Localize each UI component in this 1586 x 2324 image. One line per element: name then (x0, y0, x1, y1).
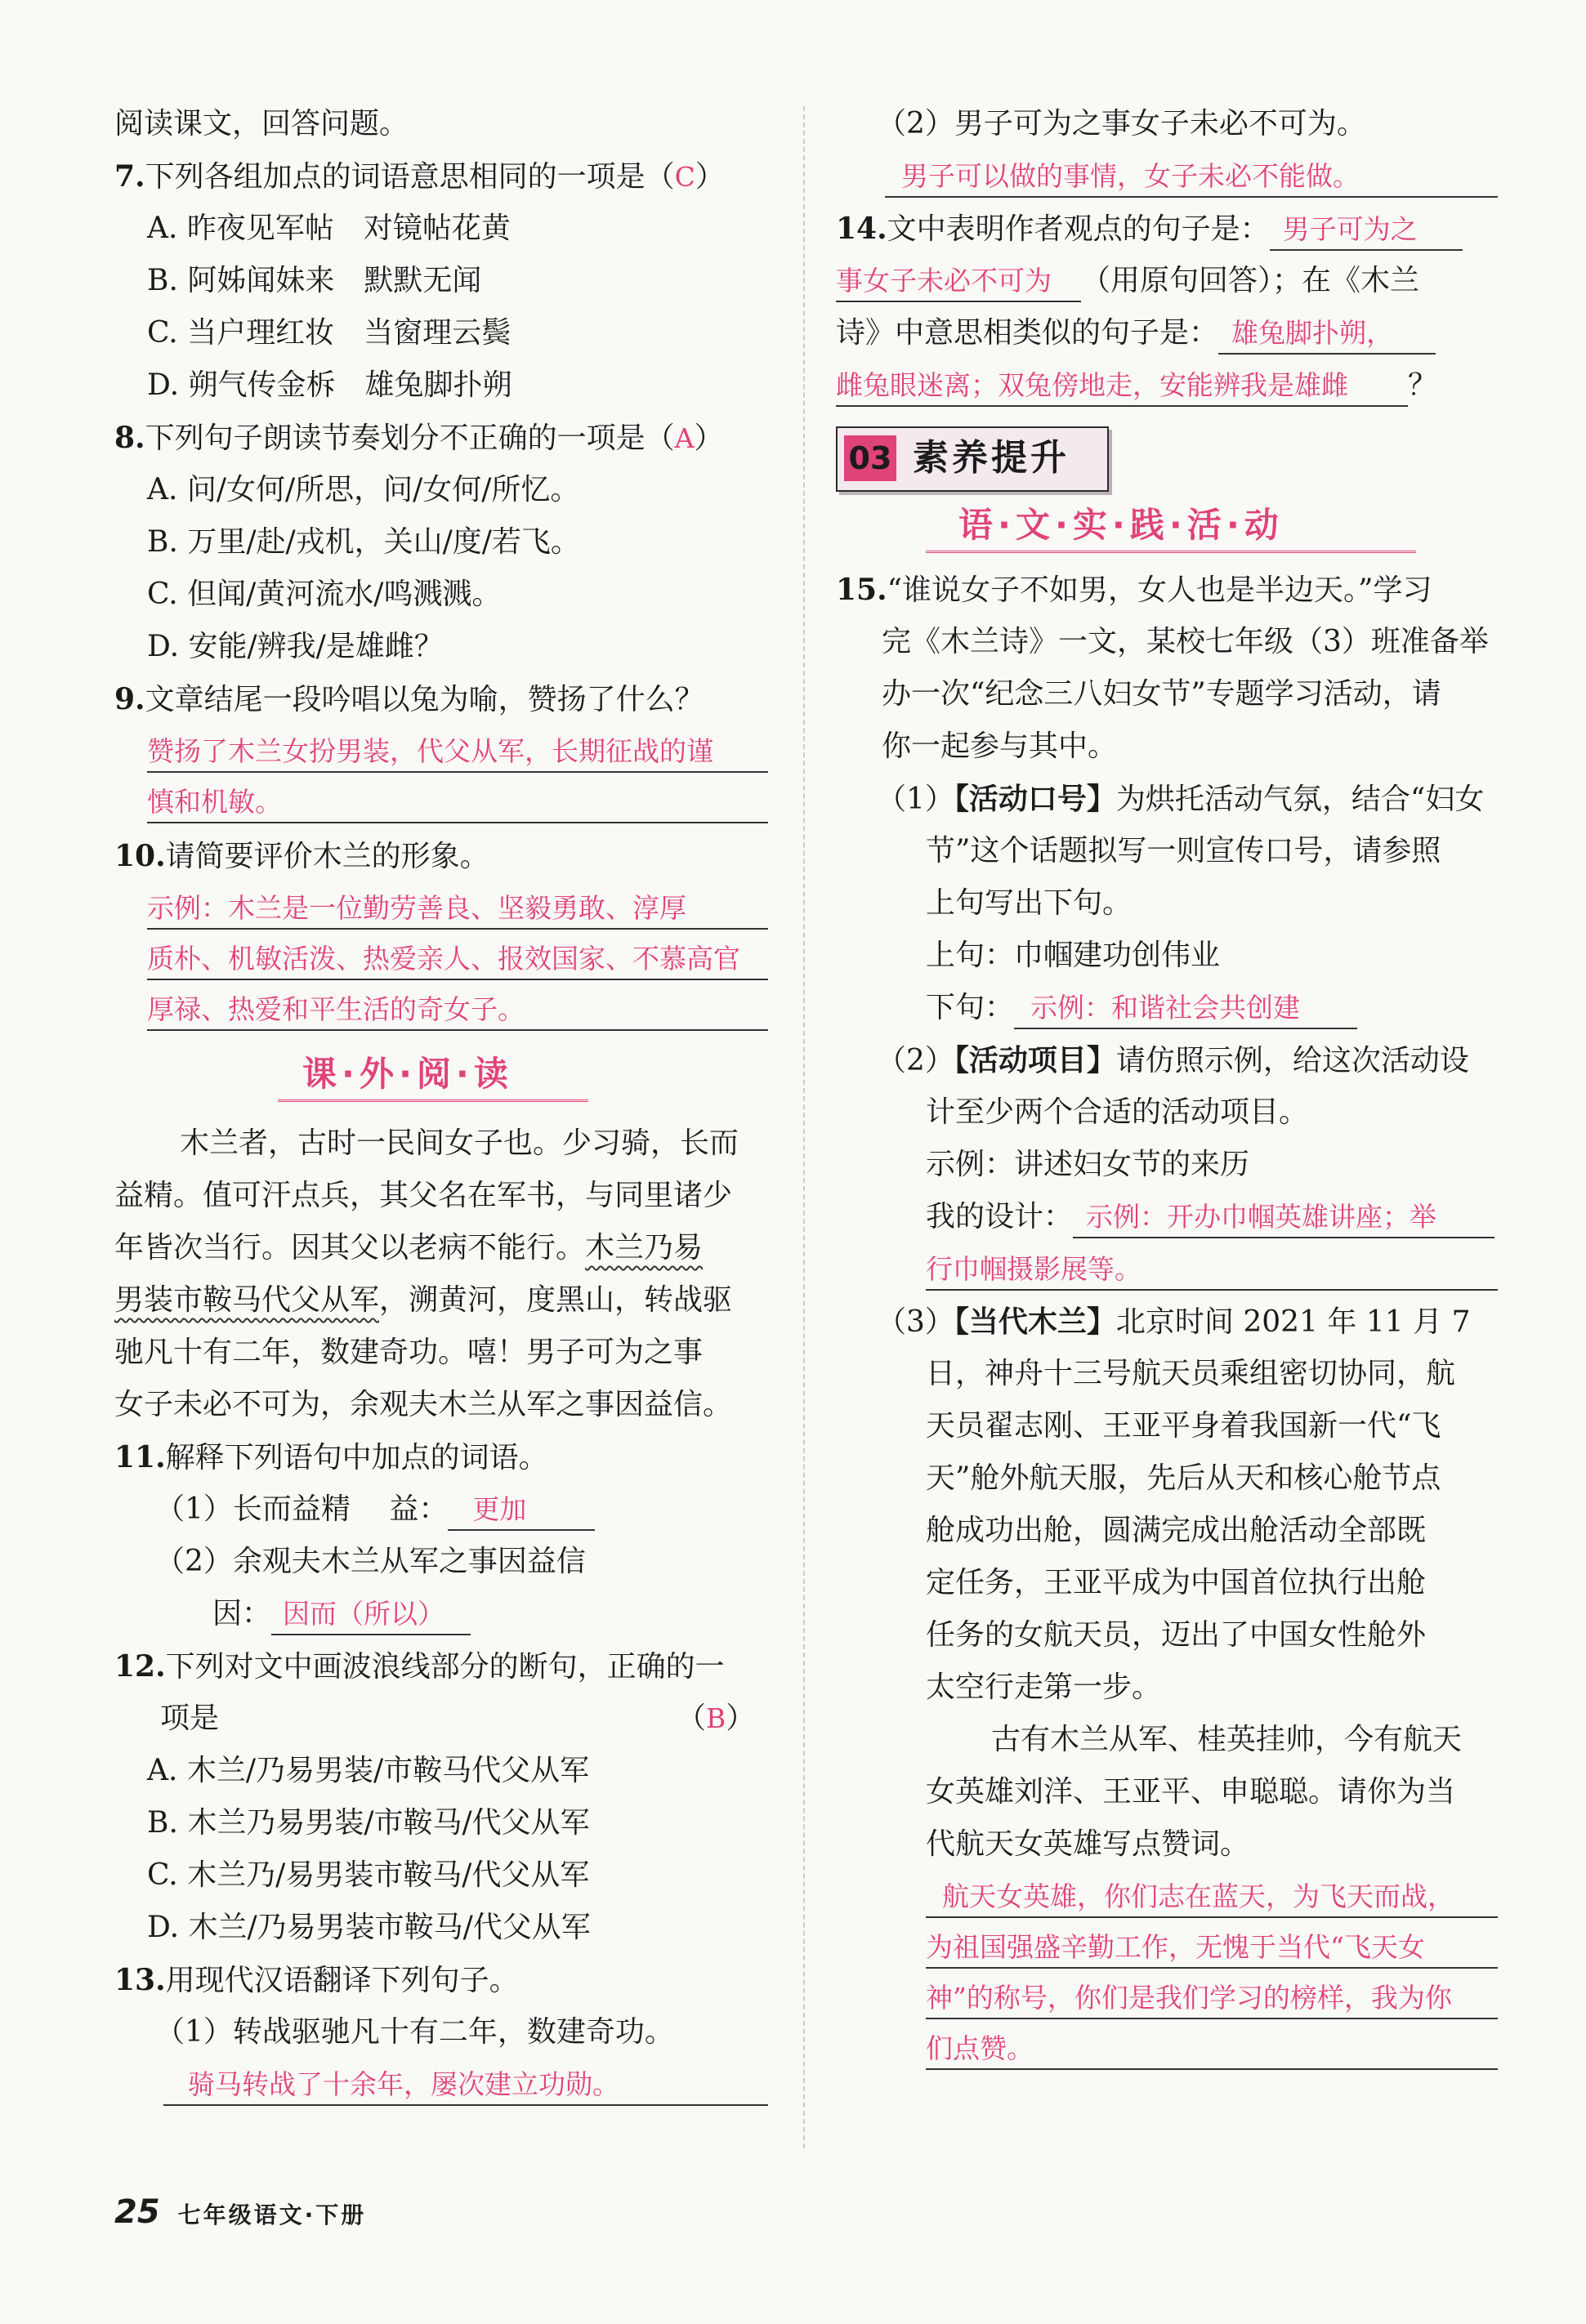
section-badge-03 (836, 426, 1109, 492)
slogan-lower: 下句： 示例：和谐社会共创建 (926, 988, 1357, 1029)
answer-15-3-line4: 们点赞。 (926, 2032, 1034, 2064)
answer-10-line2: 质朴、机敏活泼、热爱亲人、报效国家、不慕高官 (147, 943, 740, 975)
q7-option-a: A. 昨夜见军帖 对镜帖花黄 (147, 212, 511, 245)
q12-option-a: A. 木兰/乃易男装/市鞍马代父从军 (147, 1754, 590, 1787)
q15-line-4: 你一起参与其中。 (882, 729, 1118, 763)
answer-13-1: 骑马转战了十余年，屡次建立功勋。 (188, 2068, 619, 2100)
section-title-extracurricular: 课·外·阅·读 (302, 1054, 513, 1094)
q13-item-1: （1）转战驱驰凡十有二年，数建奇功。 (155, 2015, 674, 2049)
q8-option-d: D. 安能/辨我/是雄雌？ (147, 630, 444, 663)
passage-line-3: 年皆次当行。因其父以老病不能行。木兰乃易 (114, 1231, 704, 1265)
question-14-line2: 事女子未必不可为 （用原句回答）；在《木兰 (836, 261, 1419, 302)
q15-part1: （1）【活动口号】为烘托活动气氛，结合“妇女 (877, 782, 1485, 816)
answer-15-3-line1: 航天女英雄，你们志在蓝天，为飞天而战， (942, 1880, 1454, 1912)
answer-12: （B） (677, 1702, 756, 1735)
answer-15-3-line3: 神”的称号，你们是我们学习的榜样，我为你 (926, 1982, 1452, 2014)
q7-option-b: B. 阿姊闻妹来 默默无闻 (147, 264, 482, 297)
question-9: 9.文章结尾一段吟唱以兔为喻，赞扬了什么？ (114, 682, 704, 716)
q12-option-b: B. 木兰乃易男装/市鞍马/代父从军 (147, 1806, 590, 1840)
answer-15-2-line2: 行巾帼摄影展等。 (926, 1253, 1141, 1285)
passage-line-2: 益精。值可汗点兵，其父名在军书，与同里诸少 (114, 1179, 733, 1212)
slogan-upper: 上句：巾帼建功创伟业 (926, 939, 1221, 972)
answer-7: C (674, 161, 695, 193)
answer-8: A (674, 422, 695, 454)
badge-title: 素养提升 (913, 437, 1070, 479)
q7-option-d: D. 朔气传金柝 雄兔脚扑朔 (147, 368, 512, 402)
q8-option-b: B. 万里/赴/戎机，关山/度/若飞。 (147, 525, 580, 559)
answer-15-3-line2: 为祖国强盛辛勤工作，无愧于当代“飞天女 (926, 1931, 1425, 1963)
passage-line-5: 驰凡十有二年，数建奇功。嘻！男子可为之事 (114, 1336, 704, 1369)
q7-option-c: C. 当户理红妆 当窗理云鬓 (147, 316, 512, 350)
q11-item-2: （2）余观夫木兰从军之事因益信 (155, 1545, 586, 1578)
section-title-practice: 语·文·实·践·活·动 (958, 505, 1284, 545)
question-11: 11.解释下列语句中加点的词语。 (114, 1440, 548, 1474)
q15-part2: （2）【活动项目】请仿照示例，给这次活动设 (877, 1043, 1469, 1077)
workbook-page: 阅读课文，回答问题。 7.下列各组加点的词语意思相同的一项是（C） A. 昨夜见军帖 对镜帖花黄 B. 阿姊闻妹来 默默无闻 C. 当户理红妆 当窗理云鬓 D. 朔气传金柝 雄兔脚扑朔 8.下列句子朗读节奏划分不正确的一项是（A） A. 问/女何/所思，问/女何/所忆。 B. 万里/赴/戎机，关山/度/若飞。 C. 但闻/黄河流水/鸣溅溅。 D. 安能/辨我/是雄雌？ 9.文章结尾一段吟唱以兔为喻，赞扬了什么？ 赞扬了木兰女扮男装，代父从军，长期征战的谨 慎和机敏。 10.请简要评价木兰的形象。 示例：木兰是一位勤劳善良、坚毅勇敢、淳厚 质朴、机敏活泼、热爱亲人、报效国家、不慕高官 厚禄、热爱和平生活的奇女子。 课·外·阅·读 木兰者，古时一民间女子也。少习骑，长而 益精。值可汗点兵，其父名在军书，与同里诸少 年皆次当行。因其父以老病不能行。木兰乃易 男装市鞍马代父从军，溯黄河，度黑山，转战驱 驰凡十有二年，数建奇功。嘻！男子可为之事 女子未必不可为，余观夫木兰从军之事因益信。 11.解释下列语句中加点的词语。 （1）长而益精 益： 更加 （2）余观夫木兰从军之事因益信 因： 因而（所以） 12.下列对文中画波浪线部分的断句，正确的一 项是 （B） A. 木兰/乃易男装/市鞍马代父从军 B. 木兰乃易男装/市鞍马/代父从军 C. 木兰乃/易男装市鞍马/代父从军 D. 木兰/乃易男装市鞍马/代父从军 13.用现代汉语翻译下列句子。 （1）转战驱驰凡十有二年，数建奇功。 骑马转战了十余年，屡次建立功勋。 （2）男子可为之事女子未必不可为。 男子可以做的事情，女子未必不能做。 14.文中表明作者观点的句子是： 男子可为之 事女子未必不可为 （用原句回答）；在《木兰 诗》中意思相类似的句子是： 雄兔脚扑朔， 雌兔眼迷离；双兔傍地走，安能辨我是雄雌 ？ 03 素养提升 语·文·实·践·活·动 15.“谁说女子不如男，女人也是半边天。”学习 完《木兰诗》一文，某校七年级（3）班准备举 办一次“纪念三八妇女节”专题学习活动，请 你一起参与其中。 （1）【活动口号】为烘托活动气氛，结合“妇女 节”这个话题拟写一则宣传口号，请参照 上句写出下句。 上句：巾帼建功创伟业 下句： 示例：和谐社会共创建 （2）【活动项目】请仿照示例，给这次活动设 计至少两个合适的活动项目。 示例：讲述妇女节的来历 我的设计： 示例：开办巾帼英雄讲座；举 行巾帼摄影展等。 （3）【当代木兰】北京时间 2021 年 11 月 7 日，神舟十三号航天员乘组密切协同，航 天员翟志刚、王亚平身着我国新一代“飞 天”舱外航天服，先后从天和核心舱节点 舱成功出舱，圆满完成出舱活动全部既 定任务，王亚平成为中国首位执行出舱 任务的女航天员，迈出了中国女性舱外 太空行走第一步。 古有木兰从军、桂英挂帅，今有航天 女英雄刘洋、王亚平、申聪聪。请你为当 代航天女英雄写点赞词。 航天女英雄，你们志在蓝天，为飞天而战， 为祖国强盛辛勤工作，无愧于当代“飞天女 神”的称号，你们是我们学习的榜样，我为你 们点赞。 25 七年级语文·下册 (0, 0, 1586, 2324)
question-7: 7.下列各组加点的词语意思相同的一项是（C） (114, 159, 725, 194)
answer-11-2: 因而（所以） (271, 1595, 471, 1635)
wavy-underline-part2: 男装市鞍马代父从军 (114, 1283, 380, 1317)
question-12-cont: 项是 (160, 1702, 220, 1735)
page-footer (114, 2193, 366, 2231)
q11-item-1: （1）长而益精 益： 更加 (155, 1490, 595, 1531)
answer-10-line3: 厚禄、热爱和平生活的奇女子。 (147, 993, 525, 1025)
answer-10-line1: 示例：木兰是一位勤劳善良、坚毅勇敢、淳厚 (147, 892, 686, 924)
question-14-line3: 诗》中意思相类似的句子是： 雄兔脚扑朔， (836, 314, 1436, 355)
q12-option-c: C. 木兰乃/易男装市鞍马/代父从军 (147, 1858, 590, 1892)
page-number: 25 (114, 2193, 160, 2231)
passage-line-4: 男装市鞍马代父从军，溯黄河，度黑山，转战驱 (114, 1283, 733, 1317)
q15-line-3: 办一次“纪念三八妇女节”专题学习活动，请 (882, 677, 1441, 711)
question-14: 14.文中表明作者观点的句子是： 男子可为之 (836, 209, 1463, 251)
answer-15-1: 示例：和谐社会共创建 (1014, 988, 1357, 1029)
reading-intro: 阅读课文，回答问题。 (114, 107, 409, 141)
answer-15-2-line1: 示例：开办巾帼英雄讲座；举 (1073, 1198, 1494, 1238)
q11-item-2-answer: 因： 因而（所以） (212, 1595, 471, 1635)
answer-11-1: 更加 (448, 1490, 595, 1531)
q8-option-c: C. 但闻/黄河流水/鸣溅溅。 (147, 578, 502, 611)
q13-item-2: （2）男子可为之事女子未必不可为。 (877, 107, 1366, 141)
column-divider (803, 106, 805, 2148)
q15-part3: （3）【当代木兰】北京时间 2021 年 11 月 7 (877, 1305, 1471, 1339)
question-14-line4: 雌兔眼迷离；双兔傍地走，安能辨我是雄雌 ？ (836, 366, 1437, 407)
question-12: 12.下列对文中画波浪线部分的断句，正确的一 (114, 1649, 725, 1684)
q15-line-2: 完《木兰诗》一文，某校七年级（3）班准备举 (882, 625, 1489, 658)
passage-line-6: 女子未必不可为，余观夫木兰从军之事因益信。 (114, 1388, 733, 1421)
question-15: 15.“谁说女子不如男，女人也是半边天。”学习 (836, 573, 1432, 607)
book-name: 七年级语文·下册 (177, 2201, 367, 2228)
badge-number: 03 (844, 435, 896, 481)
answer-13-2: 男子可以做的事情，女子未必不能做。 (901, 160, 1360, 192)
answer-9-line2: 慎和机敏。 (147, 786, 282, 818)
question-13: 13.用现代汉语翻译下列句子。 (114, 1963, 519, 1997)
answer-9-line1: 赞扬了木兰女扮男装，代父从军，长期征战的谨 (147, 735, 713, 767)
passage-line-1: 木兰者，古时一民间女子也。少习骑，长而 (180, 1126, 739, 1160)
q12-option-d: D. 木兰/乃易男装市鞍马/代父从军 (147, 1911, 591, 1944)
my-design: 我的设计： 示例：开办巾帼英雄讲座；举 (926, 1198, 1494, 1238)
question-8: 8.下列句子朗读节奏划分不正确的一项是（A） (114, 421, 724, 455)
q8-option-a: A. 问/女何/所思，问/女何/所忆。 (147, 473, 580, 506)
wavy-underline-part1: 木兰乃易 (585, 1231, 704, 1265)
question-10: 10.请简要评价木兰的形象。 (114, 839, 489, 873)
